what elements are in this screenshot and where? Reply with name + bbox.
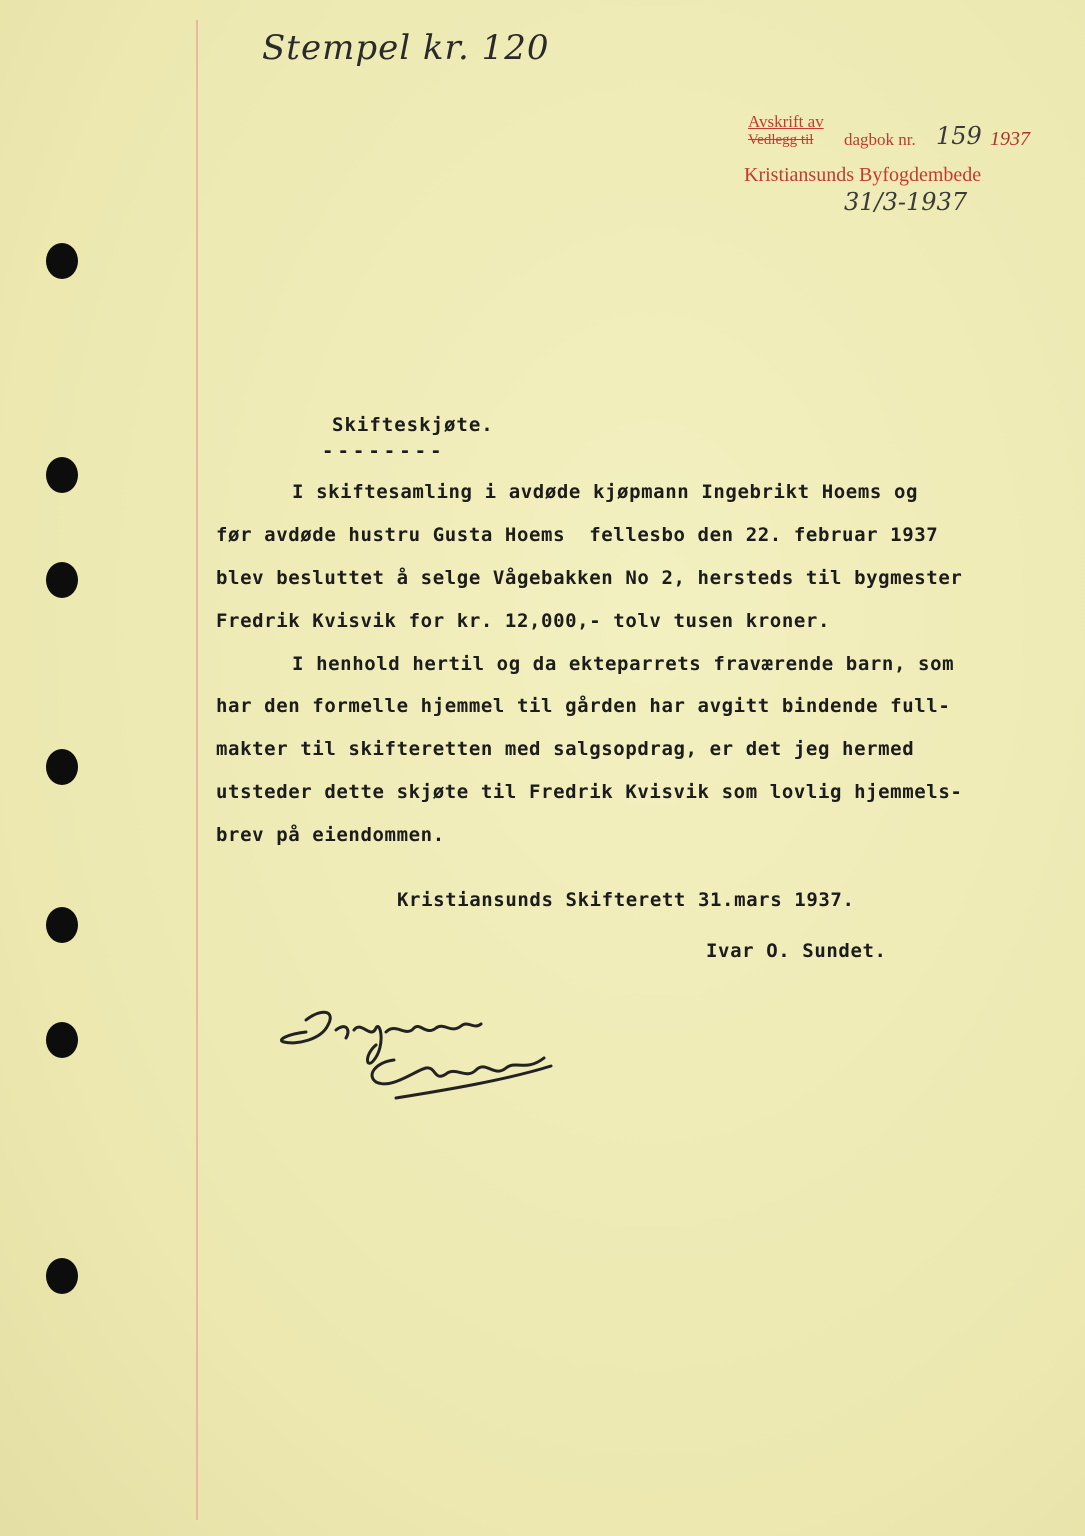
handwritten-note: Stempel kr. 120: [262, 28, 550, 68]
stamp-office: Kristiansunds Byfogdembede: [744, 164, 982, 186]
body-line: utsteder dette skjøte til Fredrik Kvisvik som lovlig hjemmels-: [216, 781, 963, 803]
document-title: Skifteskjøte.: [332, 414, 494, 436]
punch-hole: [46, 562, 78, 598]
body-line: I skiftesamling i avdøde kjøpmann Ingebrikt Hoems og: [292, 481, 919, 503]
margin-line: [196, 20, 198, 1520]
handwritten-signature: [276, 1000, 566, 1110]
body-line: før avdøde hustru Gusta Hoems fellesbo den 22. februar 1937: [216, 524, 939, 546]
body-line: Fredrik Kvisvik for kr. 12,000,- tolv tusen kroner.: [216, 610, 830, 632]
stamp-line3: dagbok nr.: [844, 130, 916, 149]
stamp-line2: Vedlegg til: [748, 132, 814, 148]
title-underline: --------: [322, 440, 446, 462]
registry-stamp: [744, 112, 1064, 222]
punch-hole: [46, 1258, 78, 1294]
stamp-date: 31/3-1937: [844, 188, 968, 216]
stamp-line1: Avskrift av: [748, 112, 824, 131]
stamp-year: 1937: [990, 128, 1030, 150]
body-line: har den formelle hjemmel til gården har avgitt bindende full-: [216, 695, 951, 717]
place-and-date: Kristiansunds Skifterett 31.mars 1937.: [397, 889, 855, 911]
stamp-number: 159: [936, 122, 982, 150]
punch-hole: [46, 243, 78, 279]
punch-hole: [46, 907, 78, 943]
body-line: makter til skifteretten med salgsopdrag, er det jeg hermed: [216, 738, 915, 760]
punch-hole: [46, 1022, 78, 1058]
body-line: blev besluttet å selge Vågebakken No 2, hersteds til bygmester: [216, 567, 963, 589]
body-line: I henhold hertil og da ekteparrets fraværende barn, som: [292, 653, 955, 675]
body-line: brev på eiendommen.: [216, 824, 445, 846]
punch-hole: [46, 457, 78, 493]
punch-hole: [46, 749, 78, 785]
signer-name: Ivar O. Sundet.: [706, 940, 887, 962]
